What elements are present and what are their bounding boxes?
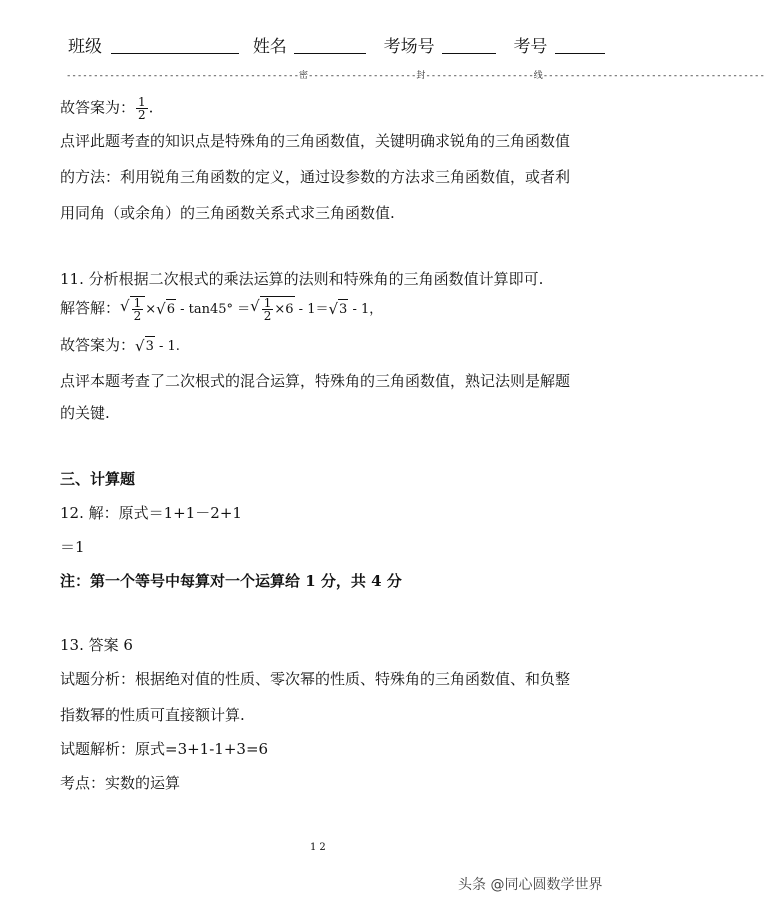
page-number: 12 xyxy=(310,842,329,853)
comment-line-3: 用同角（或余角）的三角函数关系式求三角函数值. xyxy=(60,204,395,222)
watermark: 头条 @同心圆数学世界 xyxy=(458,877,603,893)
q13-answer: 13. 答案 6 xyxy=(60,636,133,654)
seal-line: -------------------------------------------密--------------------封--------------------线----------------------------------------- xyxy=(66,71,765,81)
section-heading: 三、计算题 xyxy=(60,470,136,488)
class-blank[interactable] xyxy=(111,37,239,54)
q13-analysis-2: 指数幂的性质可直接额计算. xyxy=(60,706,245,724)
q12-solution: 12. 解：原式＝1+1－2+1 xyxy=(60,504,242,522)
sqrt-three-answer: √ 3 xyxy=(135,337,154,355)
exam-header xyxy=(68,32,588,57)
q13-analysis-1: 试题分析：根据绝对值的性质、零次幂的性质、特殊角的三角函数值、和负整 xyxy=(60,670,571,688)
comment-line-2: 的方法：利用锐角三角函数的定义，通过设参数的方法求三角函数值，或者利 xyxy=(60,168,571,186)
comment-line-1: 点评此题考查的知识点是特殊角的三角函数值，关键明确求锐角的三角函数值 xyxy=(60,132,571,150)
number-label: 考号 xyxy=(513,37,548,57)
number-blank[interactable] xyxy=(555,37,605,54)
q13-topic: 考点：实数的运算 xyxy=(60,774,181,792)
class-label: 班级 xyxy=(68,37,102,57)
name-blank[interactable] xyxy=(294,37,366,54)
q11-analysis: 11. 分析根据二次根式的乘法运算的法则和特殊角的三角函数值计算即可. xyxy=(60,270,544,288)
room-label: 考场号 xyxy=(383,37,435,57)
sqrt-six: √ 6 xyxy=(156,300,175,318)
answer-line-1: 故答案为： $\frac{1}{2}$ . xyxy=(60,95,154,122)
q12-note: 注：第一个等号中每算对一个运算给 1 分，共 4 分 xyxy=(60,572,402,590)
name-label: 姓名 xyxy=(252,37,287,57)
q12-result: ＝1 xyxy=(60,538,85,556)
sqrt-product: √ $\frac{1}{2}$ ×6 xyxy=(250,296,294,323)
q11-solution: 解答解： √ $\frac{1}{2}$ × √ 6 - tan45° ＝ √ $\frac{1}{2}$ ×6 - 1＝ √ 3 - 1， xyxy=(60,296,383,323)
q13-solution: 试题解析：原式=3+1-1+3=6 xyxy=(60,740,269,758)
q11-comment-2: 的关键. xyxy=(60,404,110,422)
sqrt-half: √ $\frac{1}{2}$ xyxy=(120,296,145,322)
fraction-half: $\frac{1}{2}$ xyxy=(138,95,146,122)
sqrt-three: √ 3 xyxy=(328,300,348,318)
q11-answer: 故答案为： √ 3 - 1. xyxy=(60,336,180,355)
room-blank[interactable] xyxy=(442,37,496,54)
q11-comment-1: 点评本题考查了二次根式的混合运算，特殊角的三角函数值，熟记法则是解题 xyxy=(60,372,571,390)
